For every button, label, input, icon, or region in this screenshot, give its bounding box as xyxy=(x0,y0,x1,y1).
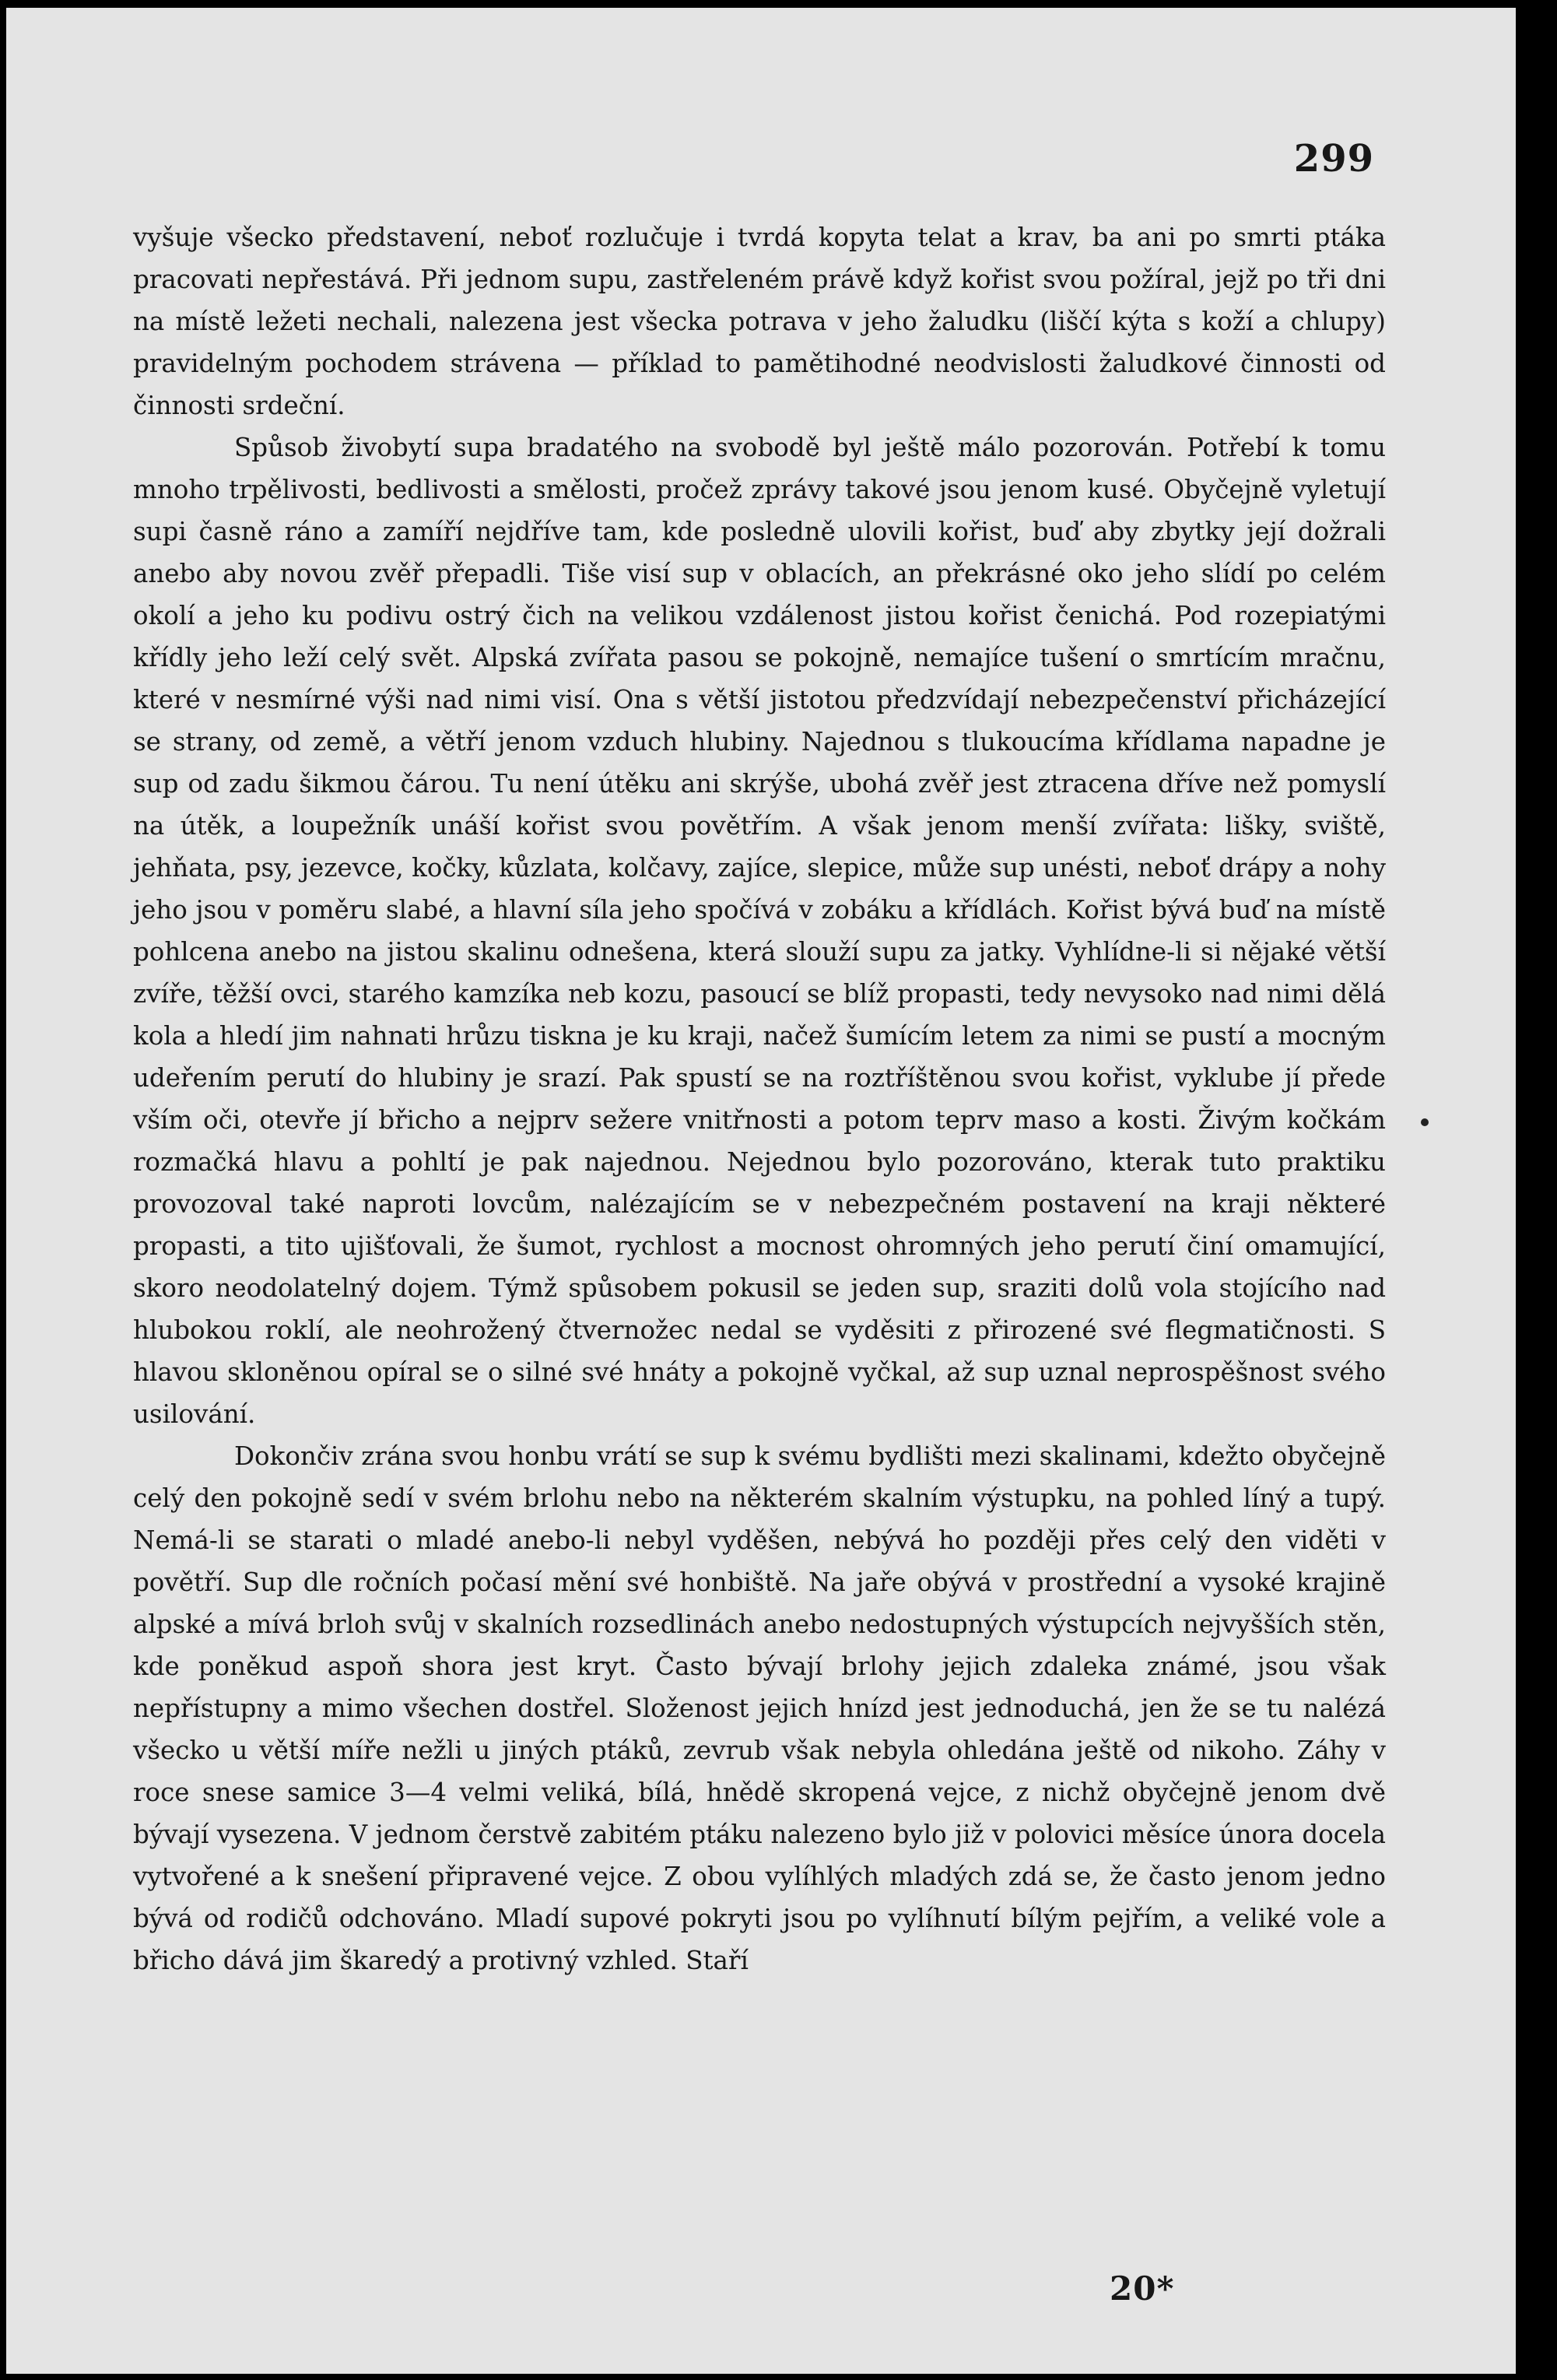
paragraph-3: Dokončiv zrána svou honbu vrátí se sup k svému bydlišti mezi skalinami, kdežto obyčejně celý den pokojně sedí v svém brlohu nebo na některém skalním výstupku, na pohled líný a tupý. Nemá-li se starati o mladé anebo-li nebyl vyděšen, nebývá ho později přes celý den viděti v povětří. Sup dle ročních počasí mění své honbiště. Na jaře obývá v prostřední a vysoké krajině alpské a mívá brloh svůj v skalních rozsedlinách anebo nedostupných výstupcích nejvyšších stěn, kde poněkud aspoň shora jest kryt. Často bývají brlohy jejich zdaleka známé, jsou však nepřístupny a mimo všechen dostřel. Složenost jejich hnízd jest jednoduchá, jen že se tu nalézá všecko u větší míře nežli u jiných ptáků, zevrub však nebyla ohledána ještě od nikoho. Záhy v roce snese samice 3—4 velmi veliká, bílá, hnědě skropená vejce, z nichž obyčejně jenom dvě bývají vysezena. V jednom čerstvě zabitém ptáku nalezeno bylo již v polovici měsíce února docela vytvořené a k snešení připravené vejce. Z obou vylíhlých mladých zdá se, že často jenom jedno bývá od rodičů odchováno. Mladí supové pokryti jsou po vylíhnutí bílým pejřím, a veliké vole a břicho dává jim škaredý a protivný vzhled. Staří xyxy=(133,1441,1386,1975)
page-number: 299 xyxy=(1293,137,1374,181)
ink-dot-mark xyxy=(1421,1118,1429,1126)
book-page xyxy=(6,8,1516,2374)
printer-signature: 20* xyxy=(1110,2269,1175,2308)
paragraph-1: vyšuje všecko představení, neboť rozlučuje i tvrdá kopyta telat a krav, ba ani po smrti ptáka pracovati nepřestává. Při jednom supu, zastřeleném právě když kořist svou požíral, jejž po tři dni na místě ležeti nechali, nalezena jest všecka potrava v jeho žaludku (liščí kýta s koží a chlupy) pravidelným pochodem strávena — příklad to pamětihodné neodvislosti žaludkové činnosti od činnosti srdeční. xyxy=(133,223,1386,420)
body-text xyxy=(133,216,1386,1982)
paragraph-2: Spůsob živobytí supa bradatého na svobodě byl ještě málo pozorován. Potřebí k tomu mnoho trpělivosti, bedlivosti a smělosti, pročež zprávy takové jsou jenom kusé. Obyčejně vyletují supi časně ráno a zamíří nejdříve tam, kde posledně ulovili kořist, buď aby zbytky její dožrali anebo aby novou zvěř přepadli. Tiše visí sup v oblacích, an překrásné oko jeho slídí po celém okolí a jeho ku podivu ostrý čich na velikou vzdálenost jistou kořist čenichá. Pod rozepiatými křídly jeho leží celý svět. Alpská zvířata pasou se pokojně, nemajíce tušení o smrtícím mračnu, které v nesmírné výši nad nimi visí. Ona s větší jistotou předzvídají nebezpečenství přicházející se strany, od země, a větří jenom vzduch hlubiny. Najednou s tlukoucíma křídlama napadne je sup od zadu šikmou čárou. Tu není útěku ani skrýše, ubohá zvěř jest ztracena dříve než pomyslí na útěk, a loupežník unáší kořist svou povětřím. A však jenom menší zvířata: lišky, sviště, jehňata, psy, jezevce, kočky, kůzlata, kolčavy, zajíce, slepice, může sup unésti, neboť drápy a nohy jeho jsou v poměru slabé, a hlavní síla jeho spočívá v zobáku a křídlách. Kořist bývá buď na místě pohlcena anebo na jistou skalinu odnešena, která slouží supu za jatky. Vyhlídne-li si nějaké větší zvíře, těžší ovci, starého kamzíka neb kozu, pasoucí se blíž propasti, tedy nevysoko nad nimi dělá kola a hledí jim nahnati hrůzu tiskna je ku kraji, načež šumícím letem za nimi se pustí a mocným udeřením perutí do hlubiny je srazí. Pak spustí se na roztříštěnou svou kořist, vyklube jí přede vším oči, otevře jí břicho a nejprv sežere vnitřnosti a potom teprv maso a kosti. Živým kočkám rozmačká hlavu a pohltí je pak najednou. Nejednou bylo pozorováno, kterak tuto praktiku provozoval také naproti lovcům, nalézajícím se v nebezpečném postavení na kraji některé propasti, a tito ujišťovali, že šumot, rychlost a mocnost ohromných jeho perutí činí omamující, skoro neodolatelný dojem. Týmž spůsobem pokusil se jeden sup, sraziti dolů vola stojícího nad hlubokou roklí, ale neohrožený čtvernožec nedal se vyděsiti z přirozené své flegmatičnosti. S hlavou skloněnou opíral se o silné své hnáty a pokojně vyčkal, až sup uznal neprospěšnost svého usilování. xyxy=(133,433,1386,1429)
